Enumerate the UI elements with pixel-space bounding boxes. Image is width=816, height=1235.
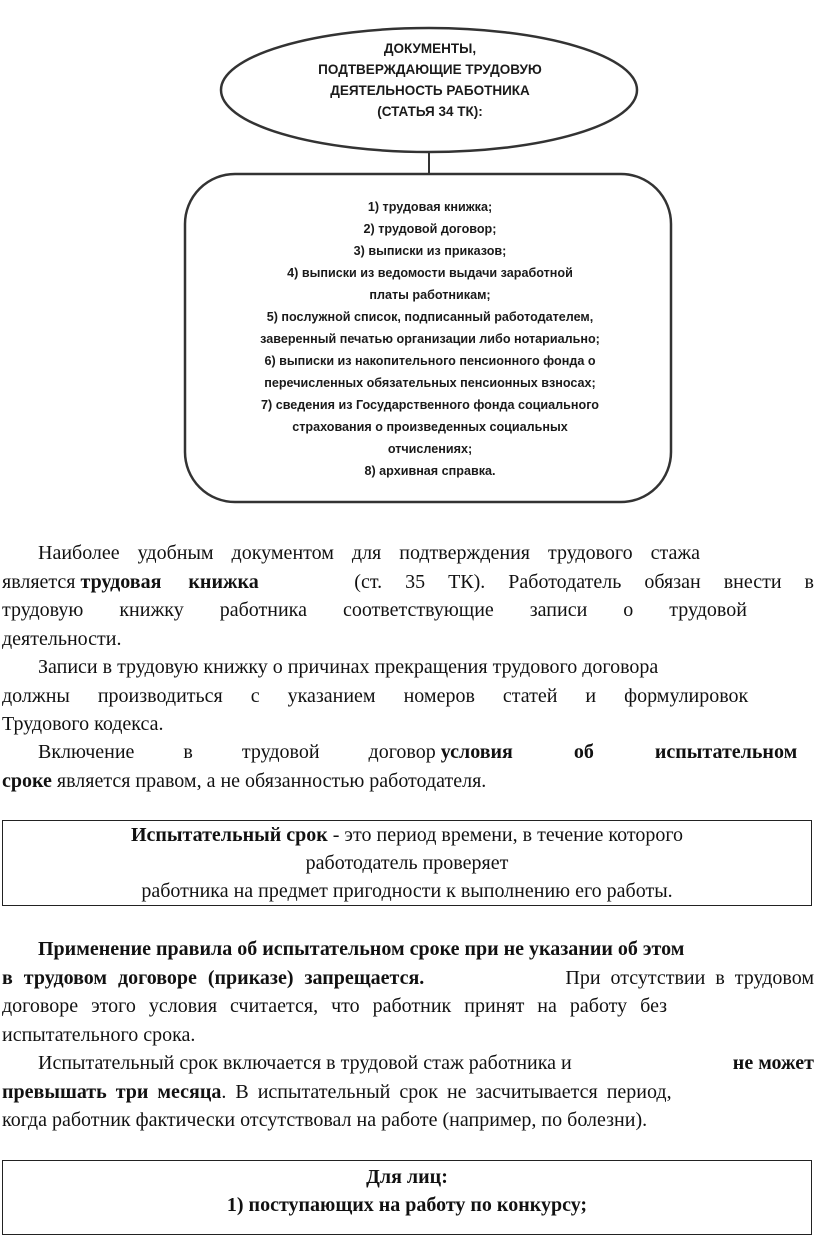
line-text: Наиболее удобным документом для подтверждения трудового стажа [38,542,701,564]
bold-term: Испытательный срок [130,824,328,846]
list-item: 8) архивная справка. [364,464,496,478]
paragraph-work-book [2,539,814,653]
line-text: деятельности. [2,627,122,650]
text-line [2,539,814,568]
list-item: 1) трудовая книжка; [367,200,493,214]
text-line [3,877,811,905]
list-item: 4) выписки из ведомости выдачи заработной [287,266,573,280]
text-line [3,1163,811,1191]
line-text: . В испытательный срок не засчитывается период, [221,1080,672,1103]
ellipse-line: (СТАТЬЯ 34 ТК): [377,104,483,119]
line-text: когда работник фактически отсутствовал на работе (например, по болезни). [2,1109,648,1131]
bold-term: условия об испытательном [440,741,798,763]
paragraph-probation-rule [2,935,814,1049]
line-text: При отсутствии в трудовом [565,966,814,989]
line-text: - это период времени, в течение которого [332,824,684,846]
line-text: Трудового кодекса. [2,713,164,735]
line-text: Для лиц: [366,1166,448,1188]
text-line [2,1078,814,1107]
ellipse-line: ПОДТВЕРЖДАЮЩИЕ ТРУДОВУЮ [318,62,542,77]
bold-term: в трудовом договоре (приказе) запрещается. [2,966,425,989]
text-line [3,849,811,877]
line-text: Записи в трудовую книжку о причинах прекращения трудового договора [38,656,659,678]
paragraph-probation-condition [2,738,814,795]
list-item: 6) выписки из накопительного пенсионного фонда о [264,354,596,368]
list-item: 7) сведения из Государственного фонда социального [261,398,599,412]
line-text: 1) поступающих на работу по конкурсу; [226,1194,588,1216]
line-text: является правом, а не обязанностью работодателя. [56,769,487,792]
list-item: 5) послужной список, подписанный работодателем, [266,310,594,324]
ellipse-line: ДЕЯТЕЛЬНОСТЬ РАБОТНИКА [330,83,530,98]
line-text: должны производиться с указанием номеров статей и формулировок [2,684,749,707]
text-line [2,625,814,654]
text-line [2,738,814,767]
text-line [2,653,814,682]
text-line [2,1021,814,1050]
line-text: трудовую книжку работника соответствующие записи о трудовой [2,599,747,621]
line-text: испытательного срока. [2,1023,196,1046]
line-text: Включение в трудовой договор [38,741,436,763]
bold-term: превышать три месяца [2,1080,222,1103]
text-line [2,935,814,964]
list-item: 3) выписки из приказов; [353,244,507,258]
text-line [2,1049,814,1078]
line-text: (ст. 35 ТК). Работодатель обязан внести в [354,570,814,593]
bold-term: сроке [2,769,52,792]
text-line [2,596,814,625]
bold-term: трудовая книжка [80,570,259,593]
definition-box [2,820,812,906]
line-part [2,568,259,597]
text-line [2,1106,814,1135]
line-text: работника на предмет пригодности к выполнению его работы. [141,880,673,902]
text-line [2,767,814,796]
text-line [3,1191,811,1219]
list-item: заверенный печатью организации либо нотариально; [260,332,600,346]
line-text: работодатель проверяет [305,852,509,874]
list-item: страхования о произведенных социальных [292,420,568,434]
list-item: 2) трудовой договор; [363,222,497,236]
line-text: договоре этого условия считается, что работник принят на работу без [2,995,668,1017]
persons-box [2,1160,812,1235]
ellipse-title [230,38,630,122]
text-line [3,821,811,849]
list-item: платы работникам; [369,288,491,302]
documents-list [195,196,665,482]
line-text: Испытательный срок включается в трудовой стаж работника и [38,1052,572,1074]
text-line [2,682,814,711]
bold-term: не может [732,1052,814,1074]
text-line [2,568,814,597]
list-item: отчислениях; [387,442,473,456]
paragraph-probation-length [2,1049,814,1135]
text-line [2,992,814,1021]
text-line [2,964,814,993]
text-line [2,710,814,739]
paragraph-records [2,653,814,739]
ellipse-line: ДОКУМЕНТЫ, [383,41,477,56]
list-item: перечисленных обязательных пенсионных взносах; [264,376,596,390]
line-text: является [2,570,76,593]
bold-term: Применение правила об испытательном сроке при не указании об этом [38,938,685,960]
